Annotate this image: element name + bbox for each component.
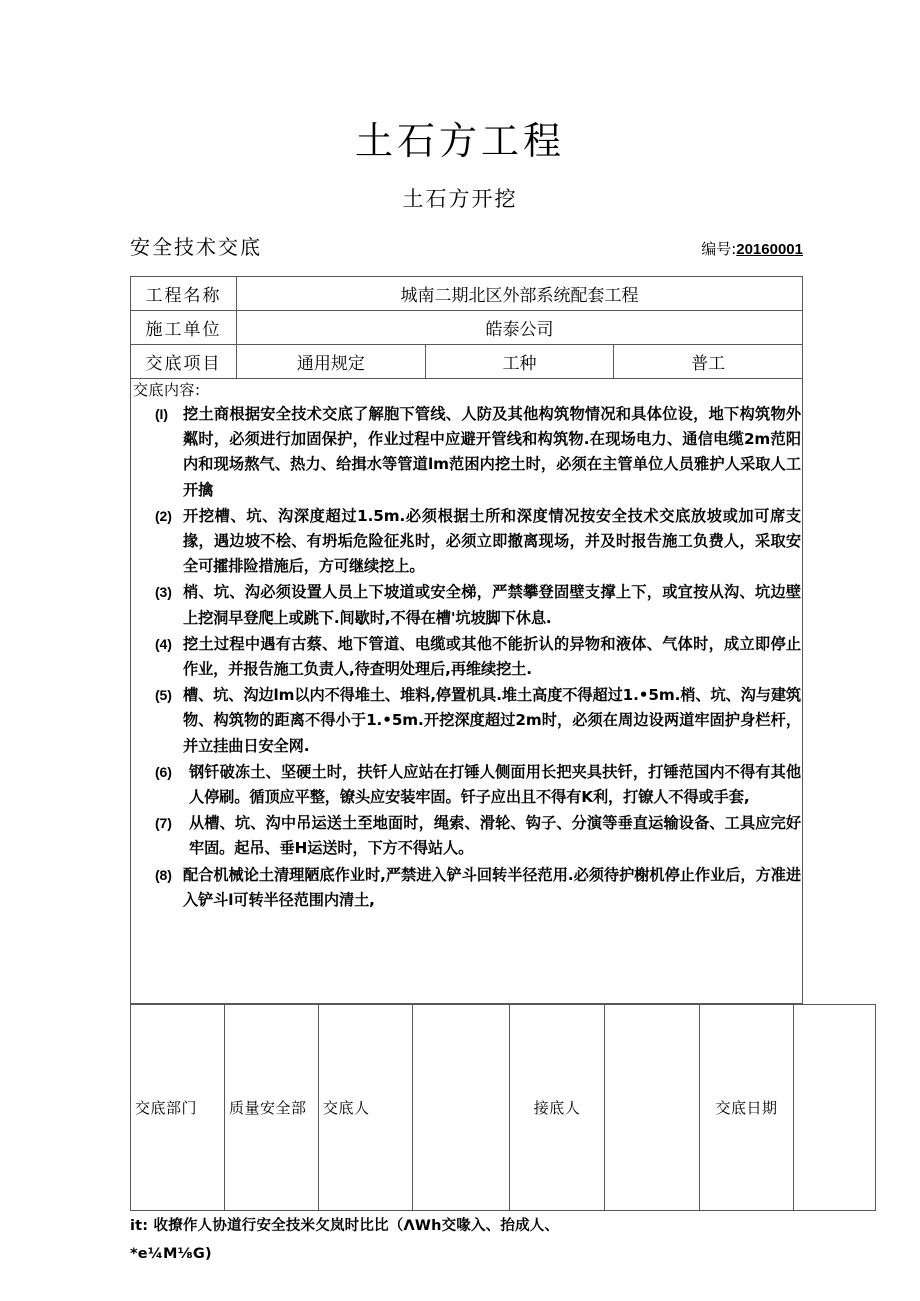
discloser-value[interactable] [413, 1005, 510, 1211]
discloser-label: 交底人 [319, 1005, 413, 1211]
clause-text: 梢、坑、沟必须设置人员上下坡道或安全梯，严禁攀登固壁支撑上下，或宜按从沟、坑边壁上挖洞早登爬上或跳下.间歇时,不得在槽'坑坡脚下休息. [183, 583, 801, 627]
form-number-value: 20160001 [736, 241, 803, 258]
receiver-value[interactable] [605, 1005, 700, 1211]
clause-text: 挖土商根据安全技术交底了解胞下管线、人防及其他构筑物情况和具体位设，地下构筑物外粼时，必须进行加固保护，作业过程中应避开管线和构筑物.在现场电力、通信电缆2m范阳内和现场熬气、热力、给揖水等管道lm范困内挖土时，必须在主管单位人员雅护人采取人工开擒 [183, 405, 801, 499]
footer-note-line-1: it: 收撩作人协道行安全技米攵岚时比比（ΛWh交喙入、抬成人、 [130, 1218, 560, 1234]
list-item [131, 580, 802, 630]
clause-marker: (I) [155, 406, 168, 422]
clause-marker: (3) [155, 584, 172, 601]
project-name-label: 工程名称 [131, 277, 237, 311]
table-row [131, 311, 803, 345]
table-row [131, 345, 803, 379]
disclosure-dept-value: 质量安全部 [225, 1005, 319, 1211]
clause-text: 钢钎破冻土、坚硬土时，扶钎人应站在打锤人侧面用长把夹具扶钎，打锤范国内不得有其他人停刷。循顶应平整，镣头应安装牢固。钎子应出且不得有K利，打镣人不得或手套, [189, 762, 801, 807]
clause-text: 开挖槽、坑、沟深度超过1.5m.必须根据土所和深度情况按安全技术交底放坡或加可席支掾，遇边坡不桧、有坍垢危险征兆时，必须立即撤离现场，并及时报告施工负费人，采取安全可攉排险措施后，方可继续挖上。 [183, 506, 801, 576]
receiver-label: 接底人 [510, 1005, 605, 1211]
footer-note [130, 1212, 830, 1268]
clause-marker: (8) [155, 866, 172, 883]
disclosure-item-label: 交底项目 [131, 345, 237, 379]
clause-marker: (5) [155, 687, 172, 704]
clause-marker: (4) [155, 635, 172, 652]
clause-text: 配合机械论土清理陋底作业时,严禁进入铲斗回转半径范用.必须待护榭机停止作业后，方准进入铲斗l可转半径范围内清土, [183, 865, 801, 909]
work-type-value: 普工 [614, 345, 803, 379]
content-box [130, 375, 803, 1004]
signature-table [130, 1004, 876, 1211]
clause-marker: (6) [155, 763, 172, 780]
work-type-label: 工种 [425, 345, 614, 379]
clause-text: 挖土过程中遇有古蔡、地下管道、电缆或其他不能折认的异物和液体、气体时，成立即停止作业，并报告施工负责人,待查明处理后,再维续挖土. [183, 634, 801, 679]
clause-text: 槽、坑、沟边lm以内不得堆土、堆料,停置机具.堆土高度不得超过1.•5m.梢、坑、沟与建筑物、构筑物的距离不得小于1.•5m.开挖深度超过2m时，必须在周边设两道牢固护身栏杆，并立挂曲日安全网. [183, 686, 801, 755]
table-row [131, 277, 803, 311]
construction-unit-label: 施工单位 [131, 311, 237, 345]
clause-marker: (2) [155, 507, 172, 524]
header-info-table [130, 276, 803, 379]
list-item [131, 504, 802, 580]
disclosure-date-value[interactable] [794, 1005, 876, 1211]
table-row [131, 1005, 876, 1211]
clause-marker: (7) [155, 815, 172, 832]
footer-note-line-2: *e¼M⅛G) [130, 1246, 212, 1262]
project-name-value: 城南二期北区外部系统配套工程 [237, 277, 803, 311]
document-subtitle: 土石方开挖 [402, 187, 518, 211]
clause-text: 从槽、坑、沟中吊运送土至地面时，绳索、滑轮、钩子、分演等垂直运输设备、工具应完好牢固。起吊、垂H运送时，下方不得站人。 [189, 814, 801, 858]
form-type-label: 安全技术交底 [130, 235, 262, 259]
list-item [131, 811, 802, 861]
content-heading: 交底内容: [133, 381, 201, 399]
form-number [701, 239, 803, 260]
list-item [131, 683, 802, 759]
disclosure-date-label: 交底日期 [700, 1005, 794, 1211]
list-item [131, 402, 802, 503]
disclosure-dept-label: 交底部门 [131, 1005, 225, 1211]
list-item [131, 760, 802, 810]
list-item [131, 632, 802, 682]
construction-unit-value: 皓泰公司 [237, 311, 803, 345]
disclosure-item-value: 通用规定 [237, 345, 426, 379]
clause-list [131, 402, 802, 913]
form-number-label: 编号: [701, 240, 737, 258]
document-title: 土石方工程 [354, 119, 565, 163]
list-item [131, 863, 802, 913]
